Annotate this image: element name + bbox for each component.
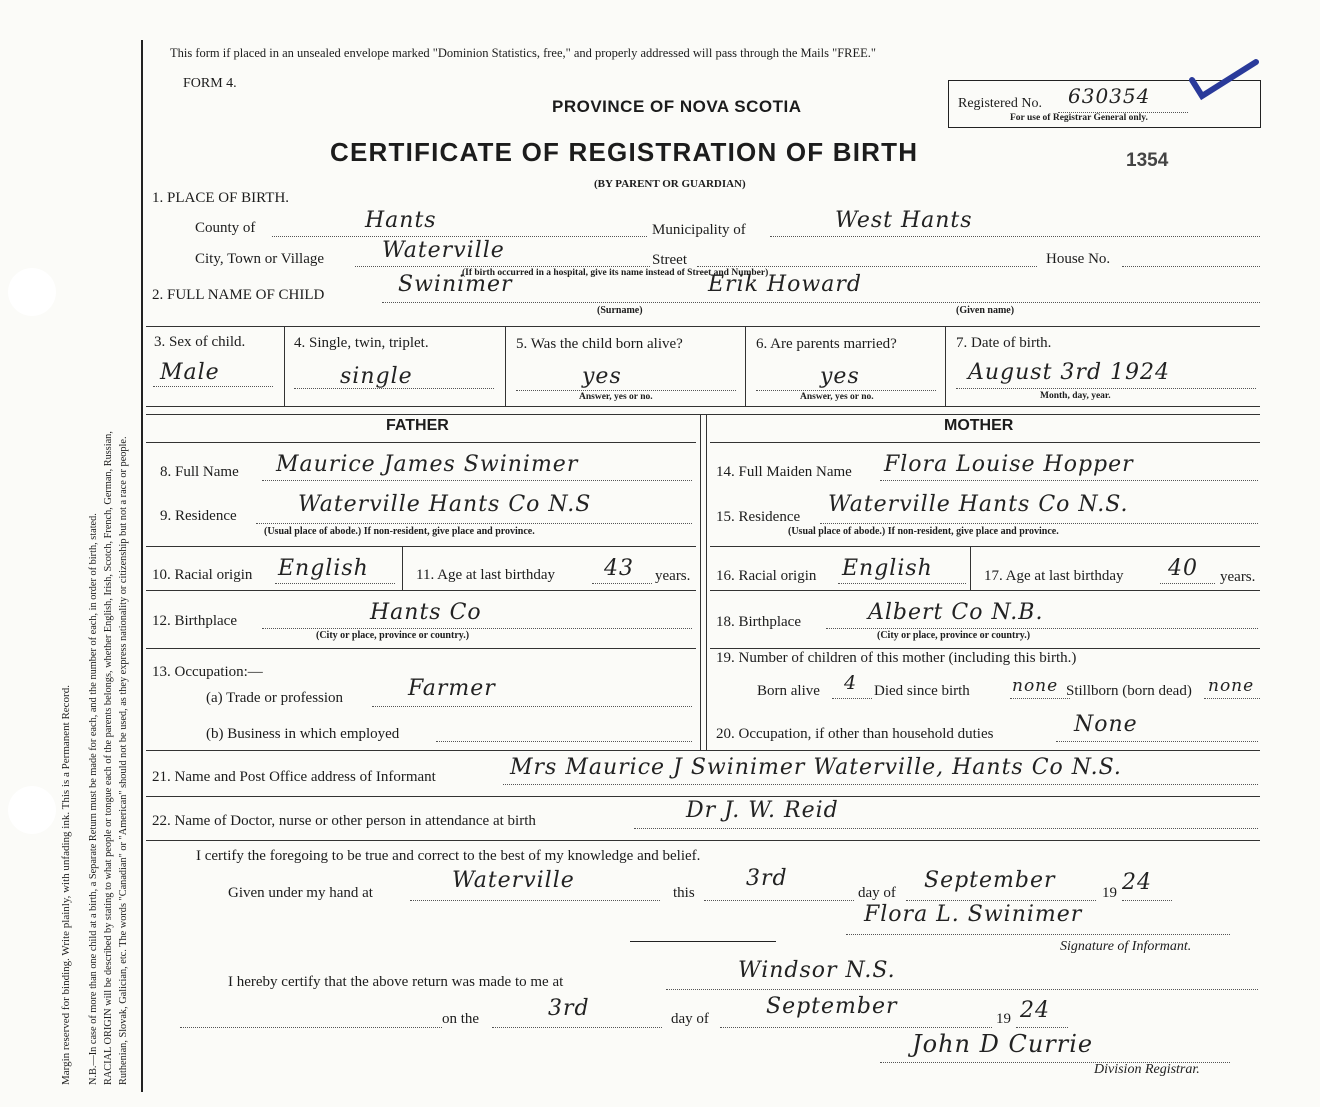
informant-label: 21. Name and Post Office address of Informant	[152, 769, 436, 785]
city-value: Waterville	[382, 238, 505, 263]
mother-birthplace-label: 18. Birthplace	[716, 614, 801, 630]
this-label: this	[673, 885, 695, 901]
informant-signature: Flora L. Swinimer	[864, 902, 1083, 927]
parents-married-label: 6. Are parents married?	[756, 336, 897, 352]
stillborn-label: Stillborn (born dead)	[1066, 683, 1192, 699]
given-year-prefix: 19	[1102, 885, 1117, 901]
given-name-caption: (Given name)	[956, 305, 1015, 316]
punch-hole-bottom	[8, 786, 56, 834]
registrar-year-value: 24	[1020, 998, 1050, 1023]
registrar-day-value: 3rd	[548, 996, 590, 1021]
margin-note-2: N.B.—In case of more than one child at a birth, a Separate Return must be made for each, and the number of each, in order of birth, stated.	[88, 513, 99, 1085]
mail-notice: This form if placed in an unsealed envelope marked "Dominion Statistics, free," and properly addressed will pass through the Mails "FREE."	[170, 46, 877, 60]
dob-value: August 3rd 1924	[968, 360, 1171, 385]
certificate-subtitle: (BY PARENT OR GUARDIAN)	[594, 178, 746, 190]
father-name-value: Maurice James Swinimer	[276, 452, 579, 477]
city-label: City, Town or Village	[195, 251, 325, 267]
mother-birthplace-value: Albert Co N.B.	[868, 600, 1044, 625]
mother-age-years: years.	[1220, 569, 1256, 585]
child-name-label: 2. FULL NAME OF CHILD	[152, 287, 325, 303]
child-surname: Swinimer	[398, 272, 513, 297]
doctor-value: Dr J. W. Reid	[686, 798, 839, 823]
registrar-month-value: September	[766, 994, 898, 1019]
punch-hole-top	[8, 268, 56, 316]
margin-note-4: Ruthenian, Slovak, Galician, etc. The words "Canadian" or "American" should not be used, as they express nationality or citizenship but not a race or people.	[118, 436, 129, 1085]
children-count-label: 19. Number of children of this mother (including this birth.)	[716, 650, 1077, 666]
county-label: County of	[195, 220, 256, 236]
given-day-of-label: day of	[858, 885, 896, 901]
died-label: Died since birth	[874, 683, 970, 699]
margin-note-3: RACIAL ORIGIN will be described by stating to what people or tongue each of the parents belongs, whether English, Irish, Scotch, French, German, Russian,	[103, 431, 114, 1085]
trade-value: Farmer	[408, 676, 496, 701]
given-year-value: 24	[1122, 870, 1152, 895]
informant-signature-caption: Signature of Informant.	[1060, 939, 1192, 954]
registrar-place-value: Windsor N.S.	[738, 958, 896, 983]
mother-occupation-label: 20. Occupation, if other than household duties	[716, 726, 994, 742]
mother-occupation-value: None	[1074, 712, 1138, 737]
father-age-years: years.	[655, 568, 691, 584]
born-alive-count-value: 4	[844, 672, 858, 694]
father-birthplace-value: Hants Co	[370, 600, 482, 625]
born-alive-count-label: Born alive	[757, 683, 820, 699]
mother-race-label: 16. Racial origin	[716, 568, 817, 584]
father-birthplace-caption: (City or place, province or country.)	[316, 630, 470, 641]
father-race-value: English	[278, 556, 369, 581]
died-value: none	[1012, 676, 1059, 696]
mother-residence-caption: (Usual place of abode.) If non-resident, give place and province.	[788, 526, 1059, 537]
given-day-value: 3rd	[746, 866, 788, 891]
checkmark-icon	[1188, 58, 1260, 109]
business-label: (b) Business in which employed	[206, 726, 400, 742]
father-heading: FATHER	[386, 417, 449, 434]
street-label: Street	[652, 252, 687, 268]
mother-residence-label: 15. Residence	[716, 509, 801, 525]
plurality-value: single	[340, 364, 413, 389]
stillborn-value: none	[1208, 676, 1255, 696]
county-value: Hants	[365, 208, 437, 233]
registrar-caption: Division Registrar.	[1094, 1062, 1200, 1077]
given-month-value: September	[924, 868, 1056, 893]
certify-statement: I certify the foregoing to be true and correct to the best of my knowledge and belief.	[196, 848, 701, 864]
registrar-day-of-label: day of	[671, 1011, 709, 1027]
father-name-label: 8. Full Name	[160, 464, 239, 480]
mother-race-value: English	[842, 556, 933, 581]
form-number: FORM 4.	[183, 76, 237, 91]
municipality-label: Municipality of	[652, 222, 746, 238]
dob-label: 7. Date of birth.	[956, 335, 1052, 351]
dob-caption: Month, day, year.	[1040, 391, 1111, 401]
stamp-number: 1354	[1126, 150, 1169, 171]
given-place-value: Waterville	[452, 868, 575, 893]
father-race-label: 10. Racial origin	[152, 567, 253, 583]
father-age-label: 11. Age at last birthday	[416, 567, 555, 583]
registrar-statement: I hereby certify that the above return was made to me at	[228, 974, 564, 990]
father-residence-value: Waterville Hants Co N.S	[298, 492, 592, 517]
born-alive-caption: Answer, yes or no.	[579, 392, 653, 402]
registrar-signature: John D Currie	[912, 1030, 1094, 1058]
occupation-label: 13. Occupation:—	[152, 664, 263, 680]
margin-note-1: Margin reserved for binding. Write plainly, with unfading ink. This is a Permanent Record.	[60, 685, 72, 1085]
left-border	[141, 40, 143, 1092]
mother-name-value: Flora Louise Hopper	[884, 452, 1134, 477]
sex-label: 3. Sex of child.	[154, 334, 246, 350]
father-residence-caption: (Usual place of abode.) If non-resident, give place and province.	[264, 526, 535, 537]
surname-caption: (Surname)	[597, 305, 643, 316]
trade-label: (a) Trade or profession	[206, 690, 344, 706]
parents-married-caption: Answer, yes or no.	[800, 392, 874, 402]
born-alive-label: 5. Was the child born alive?	[516, 336, 683, 352]
mother-name-label: 14. Full Maiden Name	[716, 464, 852, 480]
parents-married-value: yes	[820, 364, 860, 389]
father-residence-label: 9. Residence	[160, 508, 237, 524]
given-label: Given under my hand at	[228, 885, 373, 901]
child-given-name: Erik Howard	[708, 272, 862, 297]
certificate-title: CERTIFICATE OF REGISTRATION OF BIRTH	[330, 137, 919, 167]
plurality-label: 4. Single, twin, triplet.	[294, 335, 429, 351]
born-alive-value: yes	[582, 364, 622, 389]
hospital-note: (If birth occurred in a hospital, give its name instead of Street and Number)	[462, 268, 769, 278]
house-label: House No.	[1046, 251, 1111, 267]
doctor-label: 22. Name of Doctor, nurse or other person in attendance at birth	[152, 813, 536, 829]
registered-number: 630354	[1068, 84, 1151, 108]
mother-age-value: 40	[1168, 556, 1198, 581]
sex-value: Male	[160, 360, 220, 385]
informant-value: Mrs Maurice J Swinimer Waterville, Hants Co N.S.	[510, 755, 1122, 780]
on-the-label: on the	[442, 1011, 480, 1027]
registrar-year-prefix: 19	[996, 1011, 1011, 1027]
mother-birthplace-caption: (City or place, province or country.)	[877, 630, 1031, 641]
mother-residence-value: Waterville Hants Co N.S.	[828, 492, 1129, 517]
mother-heading: MOTHER	[944, 417, 1014, 434]
mother-age-label: 17. Age at last birthday	[984, 568, 1124, 584]
province-heading: PROVINCE OF NOVA SCOTIA	[552, 97, 802, 116]
place-of-birth-heading: 1. PLACE OF BIRTH.	[152, 190, 290, 206]
registrar-use-note: For use of Registrar General only.	[1010, 113, 1148, 123]
municipality-value: West Hants	[835, 208, 973, 233]
father-birthplace-label: 12. Birthplace	[152, 613, 237, 629]
registered-label: Registered No.	[958, 96, 1042, 111]
father-age-value: 43	[604, 556, 634, 581]
